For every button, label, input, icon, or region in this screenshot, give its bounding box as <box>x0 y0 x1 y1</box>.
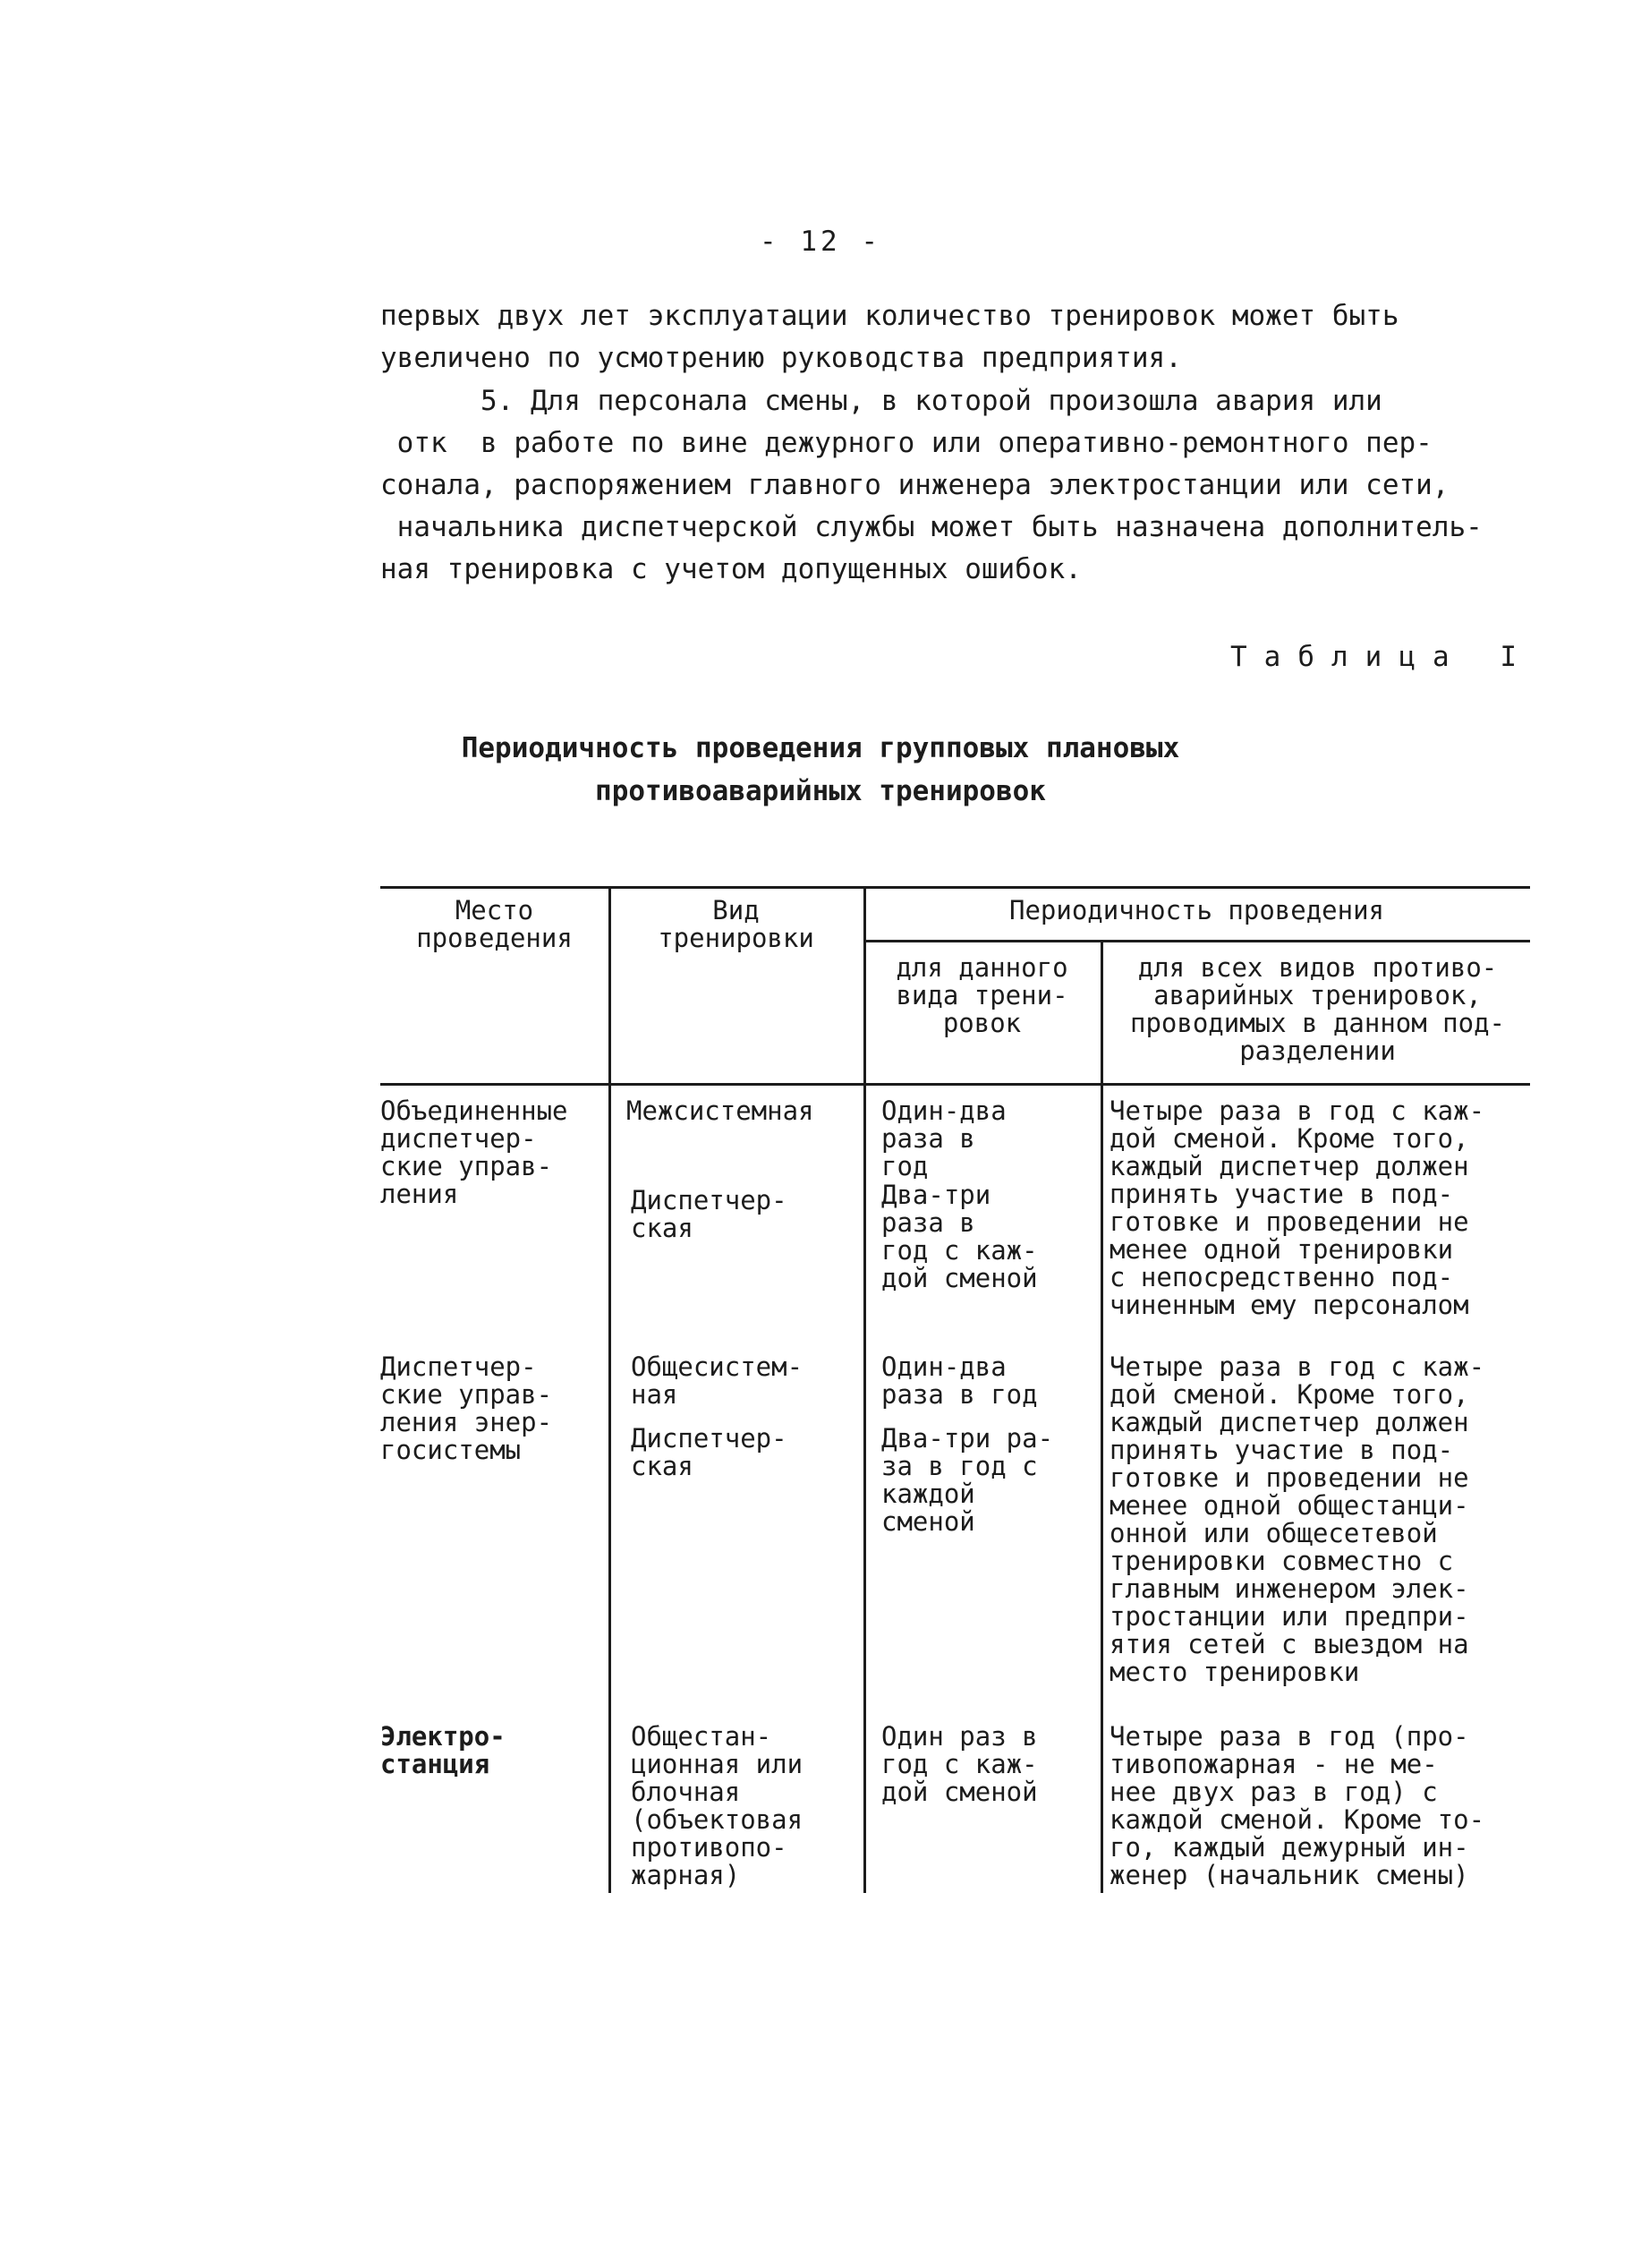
header-this-kind: для данного вида трени- ровок <box>896 952 1068 1038</box>
row1-kind-1: Межсистемная <box>626 1096 814 1126</box>
header-group-rule <box>863 940 1530 942</box>
paragraph-continuation: первых двух лет эксплуатации количество тренировок может быть увеличено по усмотрению руководства предприятия. <box>380 300 1399 374</box>
column-rule-2 <box>863 886 866 1893</box>
row1-freq-1: Один-два раза в год <box>881 1096 1007 1181</box>
row3-all: Четыре раза в год (про- тивопожарная - не ме- нее двух раз в год) с каждой сменой. Кроме то- го, каждый дежурный ин- женер (начальник смены) <box>1110 1721 1485 1890</box>
row1-kind-2: Диспетчер- ская <box>631 1185 787 1243</box>
row3-freq-1: Один раз в год с каж- дой сменой <box>881 1721 1038 1807</box>
paragraph-item-5: 5. Для персонала смены, в которой произошла авария или отк в работе по вине дежурного или оперативно-ремонтного пер- сонала, распоряжением главного инженера электростанции или сети, начальника диспетчерской службы может быть назначена дополнитель- ная тренировка с учетом допущенных ошибок. <box>380 385 1483 585</box>
page-number: - 12 - <box>760 226 881 258</box>
row1-place: Объединенные диспетчер- ские управ- ления <box>380 1096 568 1209</box>
row3-place: Электро- станция <box>380 1721 506 1779</box>
row2-freq-2: Два-три ра- за в год с каждой сменой <box>881 1423 1054 1537</box>
header-place: Место проведения <box>416 895 573 953</box>
table-title <box>0 727 1641 813</box>
row2-place: Диспетчер- ские управ- ления энер- госистемы <box>380 1351 553 1465</box>
table-top-rule <box>380 886 1530 889</box>
row1-all: Четыре раза в год с каж- дой сменой. Кроме того, каждый диспетчер должен принять участие в под- готовке и проведении не менее одной тренировки с непосредственно под- чиненным ему персоналом <box>1110 1096 1485 1320</box>
row2-freq-1: Один-два раза в год <box>881 1351 1038 1410</box>
table-label: Таблица I <box>1230 641 1534 673</box>
header-kind: Вид тренировки <box>658 895 814 953</box>
header-bottom-rule <box>380 1083 1530 1086</box>
column-rule-3 <box>1101 940 1103 1893</box>
row2-kind-2: Диспетчер- ская <box>631 1423 787 1481</box>
header-periodicity: Периодичность проведения <box>1008 895 1385 925</box>
table-title-line-1: Периодичность проведения групповых плановых <box>461 732 1180 764</box>
row1-freq-2: Два-три раза в год с каж- дой сменой <box>881 1180 1038 1293</box>
column-rule-1 <box>608 886 611 1893</box>
row2-all: Четыре раза в год с каж- дой сменой. Кроме того, каждый диспетчер должен принять участие в под- готовке и проведении не менее одной общестанци- онной или общесетевой тренировки совместно с главным инженером элек- тростанции или предпри- ятия сетей с выездом на место тренировки <box>1110 1351 1485 1687</box>
row2-kind-1: Общесистем- ная <box>631 1351 803 1410</box>
header-all-kinds: для всех видов противо- аварийных тренировок, проводимых в данном под- разделении <box>1129 952 1506 1066</box>
row3-kind-1: Общестан- ционная или блочная (объектовая противопо- жарная) <box>631 1721 803 1890</box>
table-title-line-2: противоаварийных тренировок <box>595 775 1046 807</box>
